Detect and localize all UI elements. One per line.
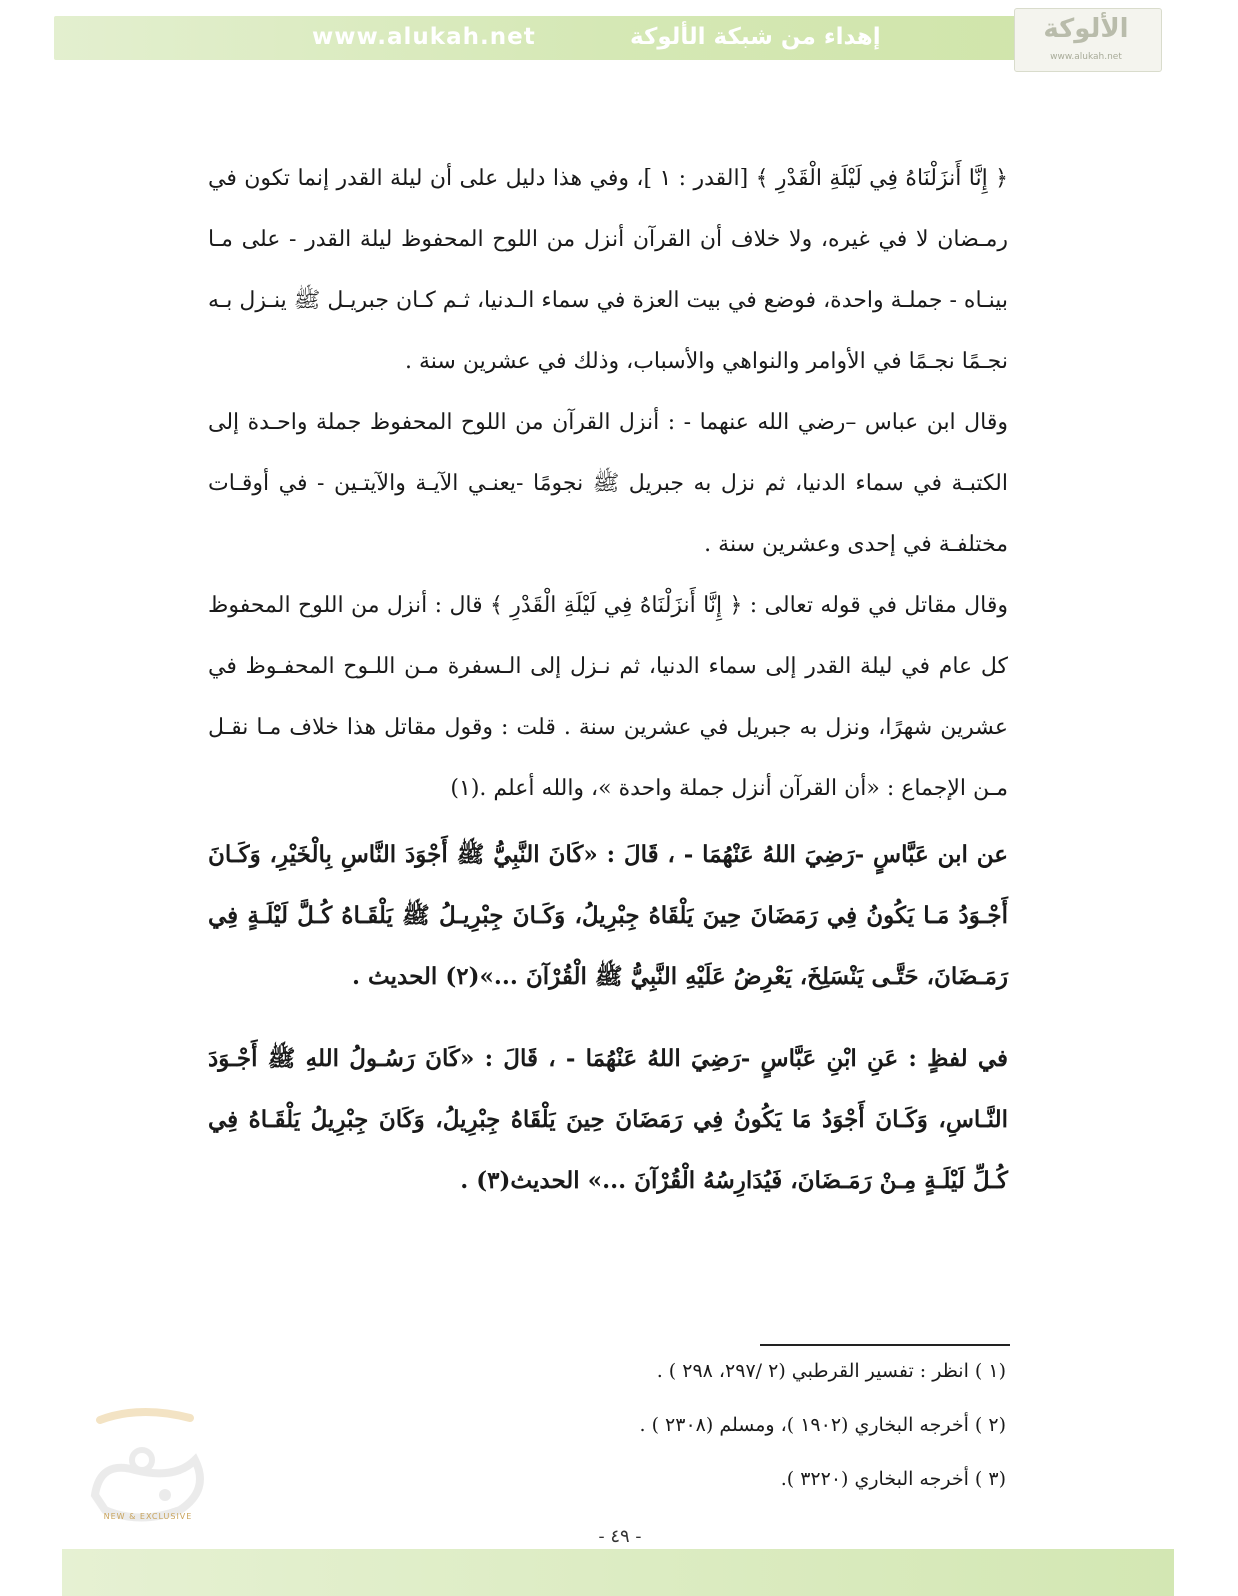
paragraph-text: وقال مقاتل في قوله تعالى : ﴿ إِنَّا أَنزَلْنَاهُ فِي لَيْلَةِ الْقَدْرِ ﴾ قال : أنزل من اللوح المحفوظ كل عام في ليلة القدر إلى سماء الدنيا، ثم نـزل إلى الـسفرة مـن اللـوح المحفـوظ في عشرين شهرًا، ونزل به جبريل في عشرين سنة . قلت : وقول مقاتل هذا خلاف مـا نقـل مـن الإجماع : «أن القرآن أنزل جملة واحدة »، والله أعلم .(١): [208, 593, 1008, 801]
header-banner: [54, 16, 1162, 60]
footer-banner: [62, 1549, 1174, 1596]
header-url: www.alukah.net: [312, 24, 536, 50]
paragraph-text: ﴿ إِنَّا أَنزَلْنَاهُ فِي لَيْلَةِ الْقَدْرِ ﴾ [القدر : ١ ]، وفي هذا دليل على أن ليلة القدر إنما تكون في رمـضان لا في غيره، ولا خلاف أن القرآن أنزل من اللوح المحفوظ ليلة القدر - على مـا بينـاه - جملـة واحدة، فوضع في بيت العزة في سماء الـدنيا، ثـم كـان جبريـل ﷺ ينـزل بـه نجـمًا نجـمًا في الأوامر والنواهي والأسباب، وذلك في عشرين سنة .: [208, 166, 1008, 374]
page-number: - ٤٩ -: [598, 1526, 642, 1547]
hadith-text: عن ابن عَبَّاسٍ -رَضِيَ اللهُ عَنْهُمَا - ، قَالَ : «كَانَ النَّبِيُّ ﷺ أَجْوَدَ النَّاسِ بِالْخَيْرِ، وَكَـانَ أَجْـوَدُ مَـا يَكُونُ فِي رَمَضَانَ حِينَ يَلْقَاهُ جِبْرِيلُ، وَكَـانَ جِبْرِيـلُ ﷺ يَلْقَـاهُ كُـلَّ لَيْلَـةٍ فِي رَمَـضَانَ، حَتَّـى يَنْسَلِخَ، يَعْرِضُ عَلَيْهِ النَّبِيُّ ﷺ الْقُرْآنَ ...»(٢) الحديث .: [208, 841, 1008, 990]
watermark-text: NEW & EXCLUSIVE: [103, 1512, 193, 1521]
paragraph-2: [208, 392, 1008, 575]
logo-text: الألوكة: [1043, 14, 1129, 44]
header-title: إهداء من شبكة الألوكة: [630, 24, 881, 50]
footnote-3: (٣ ) أخرجه البخاري (٣٢٢٠ ).: [780, 1468, 1006, 1490]
footnote-1: (١ ) انظر : تفسير القرطبي (٢ /٢٩٧، ٢٩٨ ) .: [656, 1360, 1006, 1382]
logo-url: www.alukah.net: [1050, 52, 1122, 62]
hadith-2: [208, 1028, 1008, 1211]
hadith-text: في لفظٍ : عَنِ ابْنِ عَبَّاسٍ -رَضِيَ اللهُ عَنْهُمَا - ، قَالَ : «كَانَ رَسُـولُ اللهِ ﷺ أَجْـوَدَ النَّـاسِ، وَكَـانَ أَجْوَدُ مَا يَكُونُ فِي رَمَضَانَ حِينَ يَلْقَاهُ جِبْرِيلُ، وَكَانَ جِبْرِيلُ يَلْقَـاهُ فِي كُـلِّ لَيْلَـةٍ مِـنْ رَمَـضَانَ، فَيُدَارِسُهُ الْقُرْآنَ ...» الحديث(٣) .: [208, 1045, 1008, 1194]
hadith-1: [208, 824, 1008, 1007]
paragraph-1: [208, 148, 1008, 392]
footnote-2: (٢ ) أخرجه البخاري (١٩٠٢ )، ومسلم (٢٣٠٨ ) .: [639, 1414, 1006, 1436]
paragraph-3: [208, 575, 1008, 819]
footnotes: [500, 1334, 1006, 1506]
paragraph-text: وقال ابن عباس –رضي الله عنهما - : أنزل القرآن من اللوح المحفوظ جملة واحـدة إلى الكتبـة في سماء الدنيا، ثم نزل به جبريل ﷺ نجومًا -يعنـي الآيـة والآيتـين - في أوقـات مختلفـة في إحدى وعشرين سنة .: [208, 410, 1009, 557]
